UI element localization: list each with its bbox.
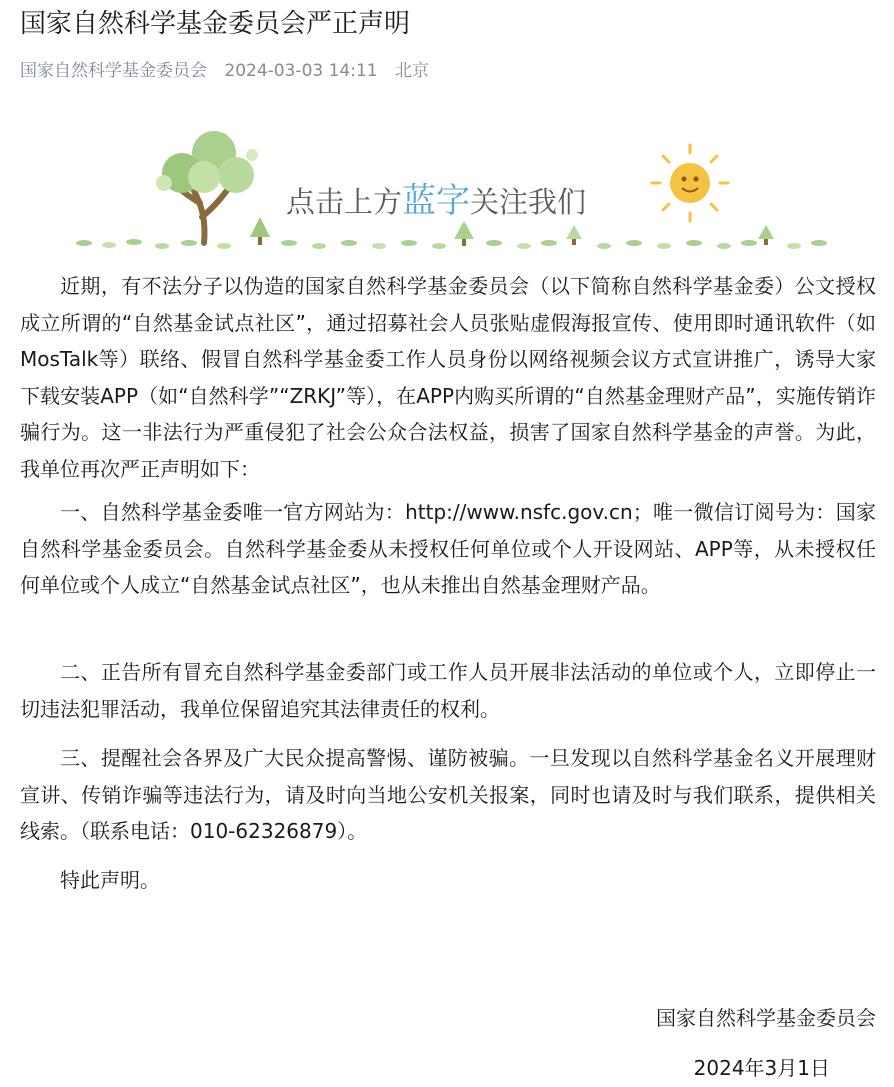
banner-text-highlight: 蓝字 <box>402 181 471 221</box>
paragraph-point-3: 三、提醒社会各界及广大民众提高警惕、谨防被骗。一旦发现以自然科学基金名义开展理财宣讲、传销诈骗等违法行为，请及时向当地公安机关报案，同时也请及时与我们联系，提供相关线索。（联系电话：010-62326879）。 <box>20 746 876 843</box>
banner-follow-text <box>286 181 586 222</box>
publish-datetime: 2024-03-03 14:11 <box>224 61 378 81</box>
signature-organization: 国家自然科学基金委员会 <box>656 1006 876 1030</box>
signature-date: 2024年3月1日 <box>693 1056 830 1080</box>
banner-text-prefix: 点击上方 <box>286 185 403 219</box>
tree-icon <box>156 131 258 243</box>
paragraph-point-1: 一、自然科学基金委唯一官方网站为：http://www.nsfc.gov.cn；唯一微信订阅号为：国家自然科学基金委员会。自然科学基金委从未授权任何单位或个人开设网站、APP等，从未授权任何单位或个人成立“自然基金试点社区”，也从未推出自然基金理财产品。 <box>20 500 876 597</box>
banner-text-suffix: 关注我们 <box>470 185 587 219</box>
leaf-ground-decoration <box>76 239 827 249</box>
publish-location: 北京 <box>395 61 430 81</box>
account-name-link[interactable]: 国家自然科学基金委员会 <box>20 61 207 81</box>
article-meta <box>20 59 441 83</box>
article-title: 国家自然科学基金委员会严正声明 <box>20 9 411 39</box>
follow-banner <box>54 125 834 260</box>
sun-icon <box>652 145 728 221</box>
paragraph-point-2: 二、正告所有冒充自然科学基金委部门或工作人员开展非法活动的单位或个人，立即停止一切违法犯罪活动，我单位保留追究其法律责任的权利。 <box>20 660 876 721</box>
paragraph-closing: 特此声明。 <box>60 868 160 892</box>
paragraph-intro: 近期，有不法分子以伪造的国家自然科学基金委员会（以下简称自然科学基金委）公文授权成立所谓的“自然基金试点社区”，通过招募社会人员张贴虚假海报宣传、使用即时通讯软件（如MosTalk等）联络、假冒自然科学基金委工作人员身份以网络视频会议方式宣讲推广，诱导大家下载安装APP（如“自然科学”“ZRKJ”等），在APP内购买所谓的“自然基金理财产品”，实施传销诈骗行为。这一非法行为严重侵犯了社会公众合法权益，损害了国家自然科学基金的声誉。为此，我单位再次严正声明如下： <box>20 274 876 481</box>
